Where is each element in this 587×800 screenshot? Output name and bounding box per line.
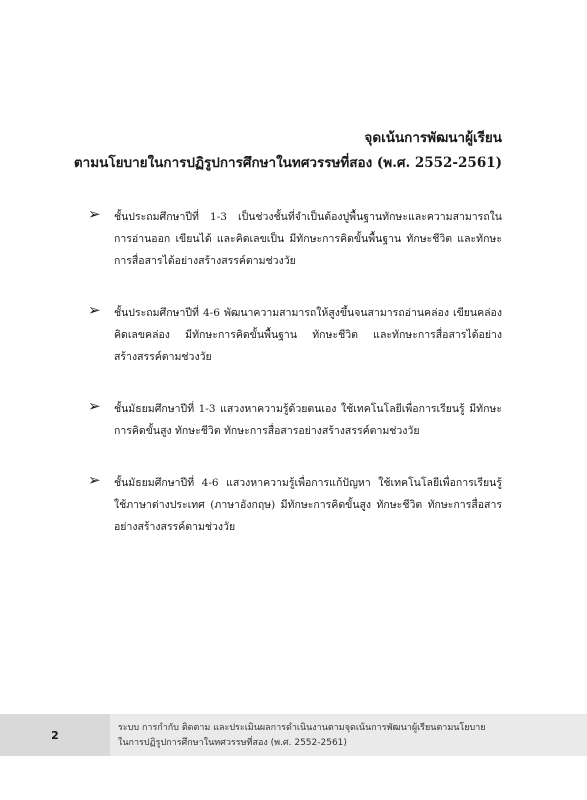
- bullet-text: ชั้นประถมศึกษาปีที่ 4-6 พัฒนาความสามารถให้สูงขึ้นจนสามารถอ่านคล่อง เขียนคล่อง คิดเลขคล่อง มีทักษะการคิดขั้นพื้นฐาน ทักษะชีวิต และทักษะการสื่อสารได้อย่างสร้างสรรค์ตามช่วงวัย: [114, 307, 502, 363]
- bullet-text: ชั้นประถมศึกษาปีที่ 1-3 เป็นช่วงชั้นที่จำเป็นต้องปูพื้นฐานทักษะและความสามารถในการอ่านออก เขียนได้ และคิดเลขเป็น มีทักษะการคิดขั้นพื้นฐาน ทักษะชีวิต และทักษะการสื่อสารได้อย่างสร้างสรรค์ตามช่วงวัย: [114, 211, 502, 267]
- arrowhead-icon: ➢: [88, 397, 101, 415]
- page-footer: [0, 714, 587, 756]
- arrowhead-icon: ➢: [88, 471, 101, 489]
- arrowhead-icon: ➢: [88, 301, 101, 319]
- page-title: จุดเน้นการพัฒนาผู้เรียน: [364, 130, 502, 146]
- footer-line-1: ระบบ การกำกับ ติดตาม และประเมินผลการดำเนินงานตามจุดเน้นการพัฒนาผู้เรียนตามนโยบาย: [118, 723, 486, 733]
- bullet-text: ชั้นมัธยมศึกษาปีที่ 4-6 แสวงหาความรู้เพื่อการแก้ปัญหา ใช้เทคโนโลยีเพื่อการเรียนรู้ ใช้ภาษาต่างประเทศ (ภาษาอังกฤษ) มีทักษะการคิดขั้นสูง ทักษะชีวิต ทักษะการสื่อสารอย่างสร้างสรรค์ตามช่วงวัย: [114, 477, 502, 533]
- footer-line-2: ในการปฏิรูปการศึกษาในทศวรรษที่สอง (พ.ศ. 2552-2561): [118, 738, 347, 748]
- list-item: [88, 206, 502, 272]
- page-number: 2: [0, 714, 110, 756]
- list-item: [88, 302, 502, 368]
- list-item: [88, 398, 502, 442]
- list-item: [88, 472, 502, 538]
- bullet-text: ชั้นมัธยมศึกษาปีที่ 1-3 แสวงหาความรู้ด้วยตนเอง ใช้เทคโนโลยีเพื่อการเรียนรู้ มีทักษะการคิดขั้นสูง ทักษะชีวิต ทักษะการสื่อสารอย่างสร้างสรรค์ตามช่วงวัย: [114, 403, 502, 437]
- bullet-list: [88, 206, 502, 568]
- arrowhead-icon: ➢: [88, 205, 101, 223]
- footer-caption: [118, 721, 486, 751]
- page-subtitle: ตามนโยบายในการปฏิรูปการศึกษาในทศวรรษที่สอง (พ.ศ. 2552-2561): [73, 155, 502, 171]
